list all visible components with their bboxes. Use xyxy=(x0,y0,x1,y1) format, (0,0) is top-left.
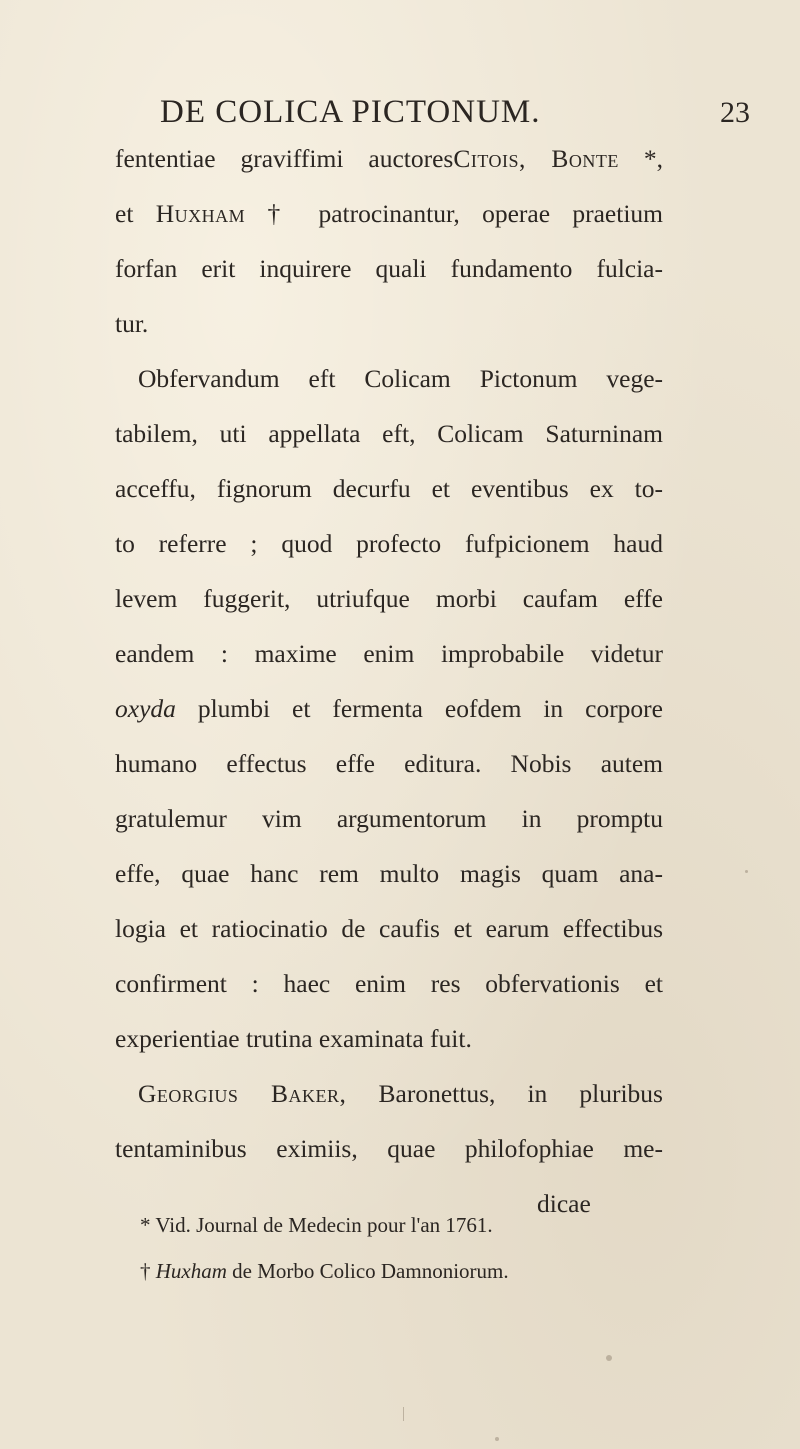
text-line-9: levem fuggerit, utriufque morbi caufam effe xyxy=(115,584,663,613)
text-line-7: acceffu, fignorum decurfu et eventibus ex to- xyxy=(115,474,663,503)
footnote-1: * Vid. Journal de Medecin pour l'an 1761. xyxy=(140,1213,493,1237)
catchword: dicae xyxy=(537,1189,591,1218)
text-span: fententiae graviffimi auctores xyxy=(115,144,454,173)
text-line-3: forfan erit inquirere quali fundamento fulcia- xyxy=(115,254,663,283)
text-line-8: to referre ; quod profecto fufpicionem haud xyxy=(115,529,663,558)
paper-speck xyxy=(606,1355,612,1361)
text-line-14: effe, quae hanc rem multo magis quam ana- xyxy=(115,859,663,888)
text-line-5: Obfervandum eft Colicam Pictonum vege- xyxy=(138,364,663,393)
text-line-1 xyxy=(115,142,663,176)
paper-speck xyxy=(745,870,748,873)
paper-speck xyxy=(403,1407,404,1421)
text-span: de Morbo Colico Damnoniorum. xyxy=(226,1259,509,1283)
author-names: Citois, Bonte xyxy=(453,144,619,173)
text-line-2 xyxy=(115,197,663,231)
text-line-10: eandem : maxime enim improbabile videtur xyxy=(115,639,663,668)
text-span: † patrocinantur, operae praetium xyxy=(245,199,664,228)
running-head xyxy=(160,94,760,138)
italic-name: Huxham xyxy=(155,1259,227,1283)
text-span: Baronettus, in pluribus xyxy=(346,1079,663,1108)
author-name: Huxham xyxy=(155,199,246,228)
page-number: 23 xyxy=(720,96,750,129)
text-line-12: humano effectus effe editura. Nobis autem xyxy=(115,749,663,778)
text-line-18 xyxy=(138,1077,663,1111)
dagger-mark: † xyxy=(140,1259,151,1283)
author-name: Georgius Baker, xyxy=(138,1079,347,1108)
paper-speck xyxy=(495,1437,499,1441)
text-span: plumbi et fermenta eofdem in corpore xyxy=(175,694,663,723)
text-line-11 xyxy=(115,692,663,726)
text-line-13: gratulemur vim argumentorum in promptu xyxy=(115,804,663,833)
text-line-15: logia et ratiocinatio de caufis et earum effectibus xyxy=(115,914,663,943)
footnote-2 xyxy=(140,1259,509,1284)
text-line-17: experientiae trutina examinata fuit. xyxy=(115,1024,472,1053)
italic-term: oxyda xyxy=(115,694,176,723)
text-line-16: confirment : haec enim res obfervationis et xyxy=(115,969,663,998)
text-line-6: tabilem, uti appellata eft, Colicam Saturninam xyxy=(115,419,663,448)
footnote-mark: *, xyxy=(618,144,663,173)
running-head-title: DE COLICA PICTONUM. xyxy=(160,94,541,130)
text-line-19: tentaminibus eximiis, quae philofophiae me- xyxy=(115,1134,663,1163)
text-line-4: tur. xyxy=(115,309,149,338)
text-span: et xyxy=(115,199,134,228)
